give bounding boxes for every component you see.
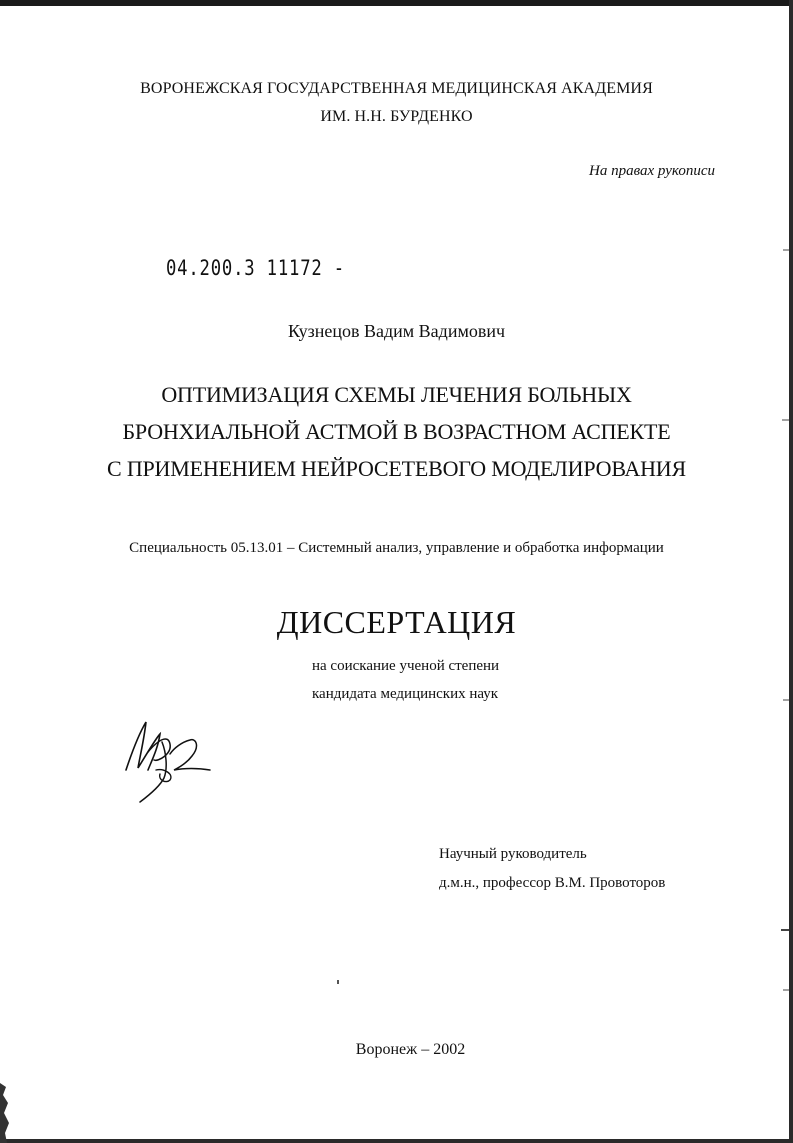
supervisor-label: Научный руководитель: [439, 846, 587, 862]
scan-edge-bottom: [0, 1139, 793, 1143]
scan-edge-ticks: [781, 0, 789, 1143]
scan-speck: [337, 980, 339, 984]
institution-name: ВОРОНЕЖСКАЯ ГОСУДАРСТВЕННАЯ МЕДИЦИНСКАЯ АКАДЕМИЯ: [140, 80, 653, 97]
title-line-2: БРОНХИАЛЬНОЙ АСТМОЙ В ВОЗРАСТНОМ АСПЕКТЕ: [122, 419, 671, 444]
scan-edge-top: [0, 0, 793, 6]
city-year: Воронеж – 2002: [355, 1041, 466, 1058]
scan-edge-right: [789, 0, 793, 1143]
manuscript-rights-note: На правах рукописи: [589, 163, 715, 179]
author-name: Кузнецов Вадим Вадимович: [287, 321, 506, 341]
registry-stamp-number: 04.200.3 11172 -: [166, 256, 346, 280]
institution-namesake: ИМ. Н.Н. БУРДЕНКО: [320, 108, 473, 125]
title-line-1: ОПТИМИЗАЦИЯ СХЕМЫ ЛЕЧЕНИЯ БОЛЬНЫХ: [161, 382, 632, 407]
degree-line-1: на соискание ученой степени: [312, 658, 500, 674]
specialty-line: Специальность 05.13.01 – Системный анализ, управление и обработка информации: [129, 540, 664, 556]
degree-line-2: кандидата медицинских наук: [312, 686, 499, 702]
scan-edge-left-mark: [0, 1073, 16, 1143]
dissertation-heading: ДИССЕРТАЦИЯ: [276, 604, 517, 640]
title-line-3: С ПРИМЕНЕНИЕМ НЕЙРОСЕТЕВОГО МОДЕЛИРОВАНИЯ: [107, 456, 686, 481]
signature-icon: [118, 712, 218, 808]
supervisor-name: д.м.н., профессор В.М. Провоторов: [439, 875, 666, 891]
